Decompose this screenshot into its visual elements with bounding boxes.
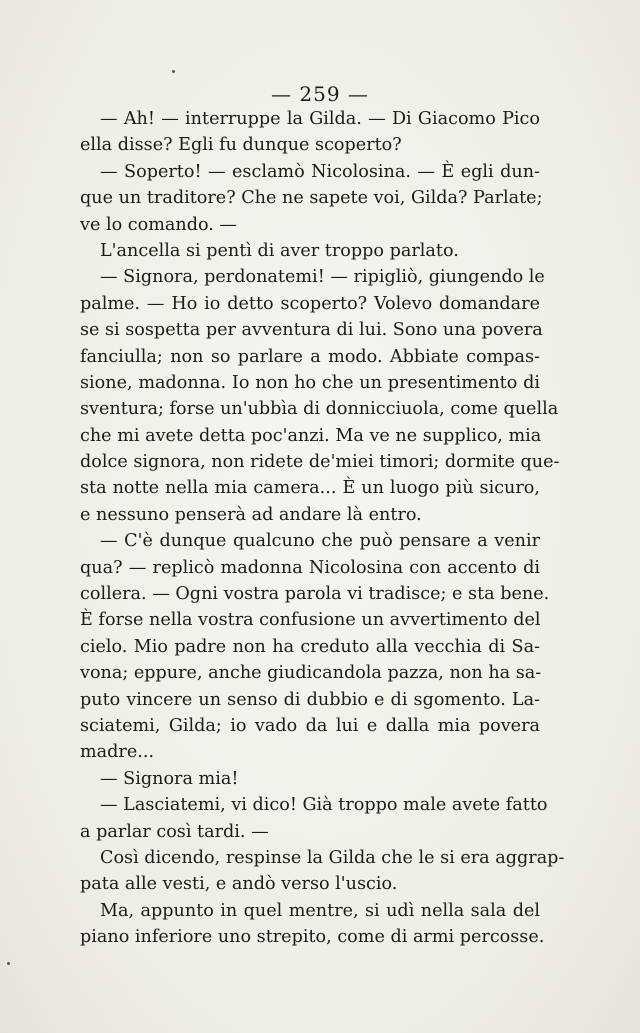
paper-speck — [7, 962, 10, 965]
text-line: Ma, appunto in quel mentre, si udì nella sala del — [100, 900, 540, 921]
text-line: a parlar così tardi. — — [80, 821, 269, 842]
text-line: — Ah! — interruppe la Gilda. — Di Giacomo Pico — [100, 109, 540, 129]
text-line: piano inferiore uno strepito, come di armi percosse. — [80, 927, 545, 948]
text-line: — Signora, perdonatemi! — ripigliò, giungendo le — [100, 267, 545, 288]
text-line: pata alle vesti, e andò verso l'uscio. — [80, 874, 398, 895]
text-line: que un traditore? Che ne sapete voi, Gilda? Parlate; — [80, 188, 543, 209]
text-line: ella disse? Egli fu dunque scoperto? — [80, 135, 402, 156]
paper-speck — [172, 70, 175, 73]
text-line: sciatemi, Gilda; io vado da lui e dalla mia povera — [80, 715, 540, 736]
page-number: — 259 — — [271, 82, 369, 106]
text-line: vona; eppure, anche giudicandola pazza, non ha sa- — [80, 663, 542, 684]
text-line: sione, madonna. Io non ho che un presentimento di — [80, 372, 540, 393]
text-line: ve lo comando. — — [80, 214, 238, 235]
text-line: sventura; forse un'ubbìa di donnicciuola, come quella — [80, 399, 559, 420]
text-line: — C'è dunque qualcuno che può pensare a venir — [100, 531, 540, 552]
text-line: madre... — [80, 742, 155, 763]
text-line: È forse nella vostra confusione un avvertimento del — [80, 610, 541, 631]
text-line: — Signora mia! — [100, 768, 239, 789]
text-line: qua? — replicò madonna Nicolosina con accento di — [80, 557, 540, 578]
text-line: — Soperto! — esclamò Nicolosina. — È egli dun- — [100, 161, 540, 182]
text-line: che mi avete detta poc'anzi. Ma ve ne supplico, mia — [80, 425, 542, 446]
text-line: L'ancella si pentì di aver troppo parlato. — [100, 240, 459, 261]
body-text — [80, 106, 565, 951]
text-line: fanciulla; non so parlare a modo. Abbiate compas- — [80, 346, 540, 367]
text-line: Così dicendo, respinse la Gilda che le si era aggrap- — [100, 847, 565, 868]
text-line: — Lasciatemi, vi dico! Già troppo male avete fatto — [100, 795, 548, 816]
text-line: cielo. Mio padre non ha creduto alla vecchia di Sa- — [80, 636, 540, 657]
text-line: puto vincere un senso di dubbio e di sgomento. La- — [80, 689, 540, 710]
text-line: sta notte nella mia camera... È un luogo più sicuro, — [80, 478, 540, 499]
text-line: se si sospetta per avventura di lui. Sono una povera — [80, 320, 543, 341]
text-line: collera. — Ogni vostra parola vi tradisce; e sta bene. — [80, 584, 550, 605]
text-line: dolce signora, non ridete de'miei timori; dormite que- — [80, 452, 560, 473]
text-line: palme. — Ho io detto scoperto? Volevo domandare — [80, 293, 540, 314]
text-line: e nessuno penserà ad andare là entro. — [80, 504, 422, 525]
